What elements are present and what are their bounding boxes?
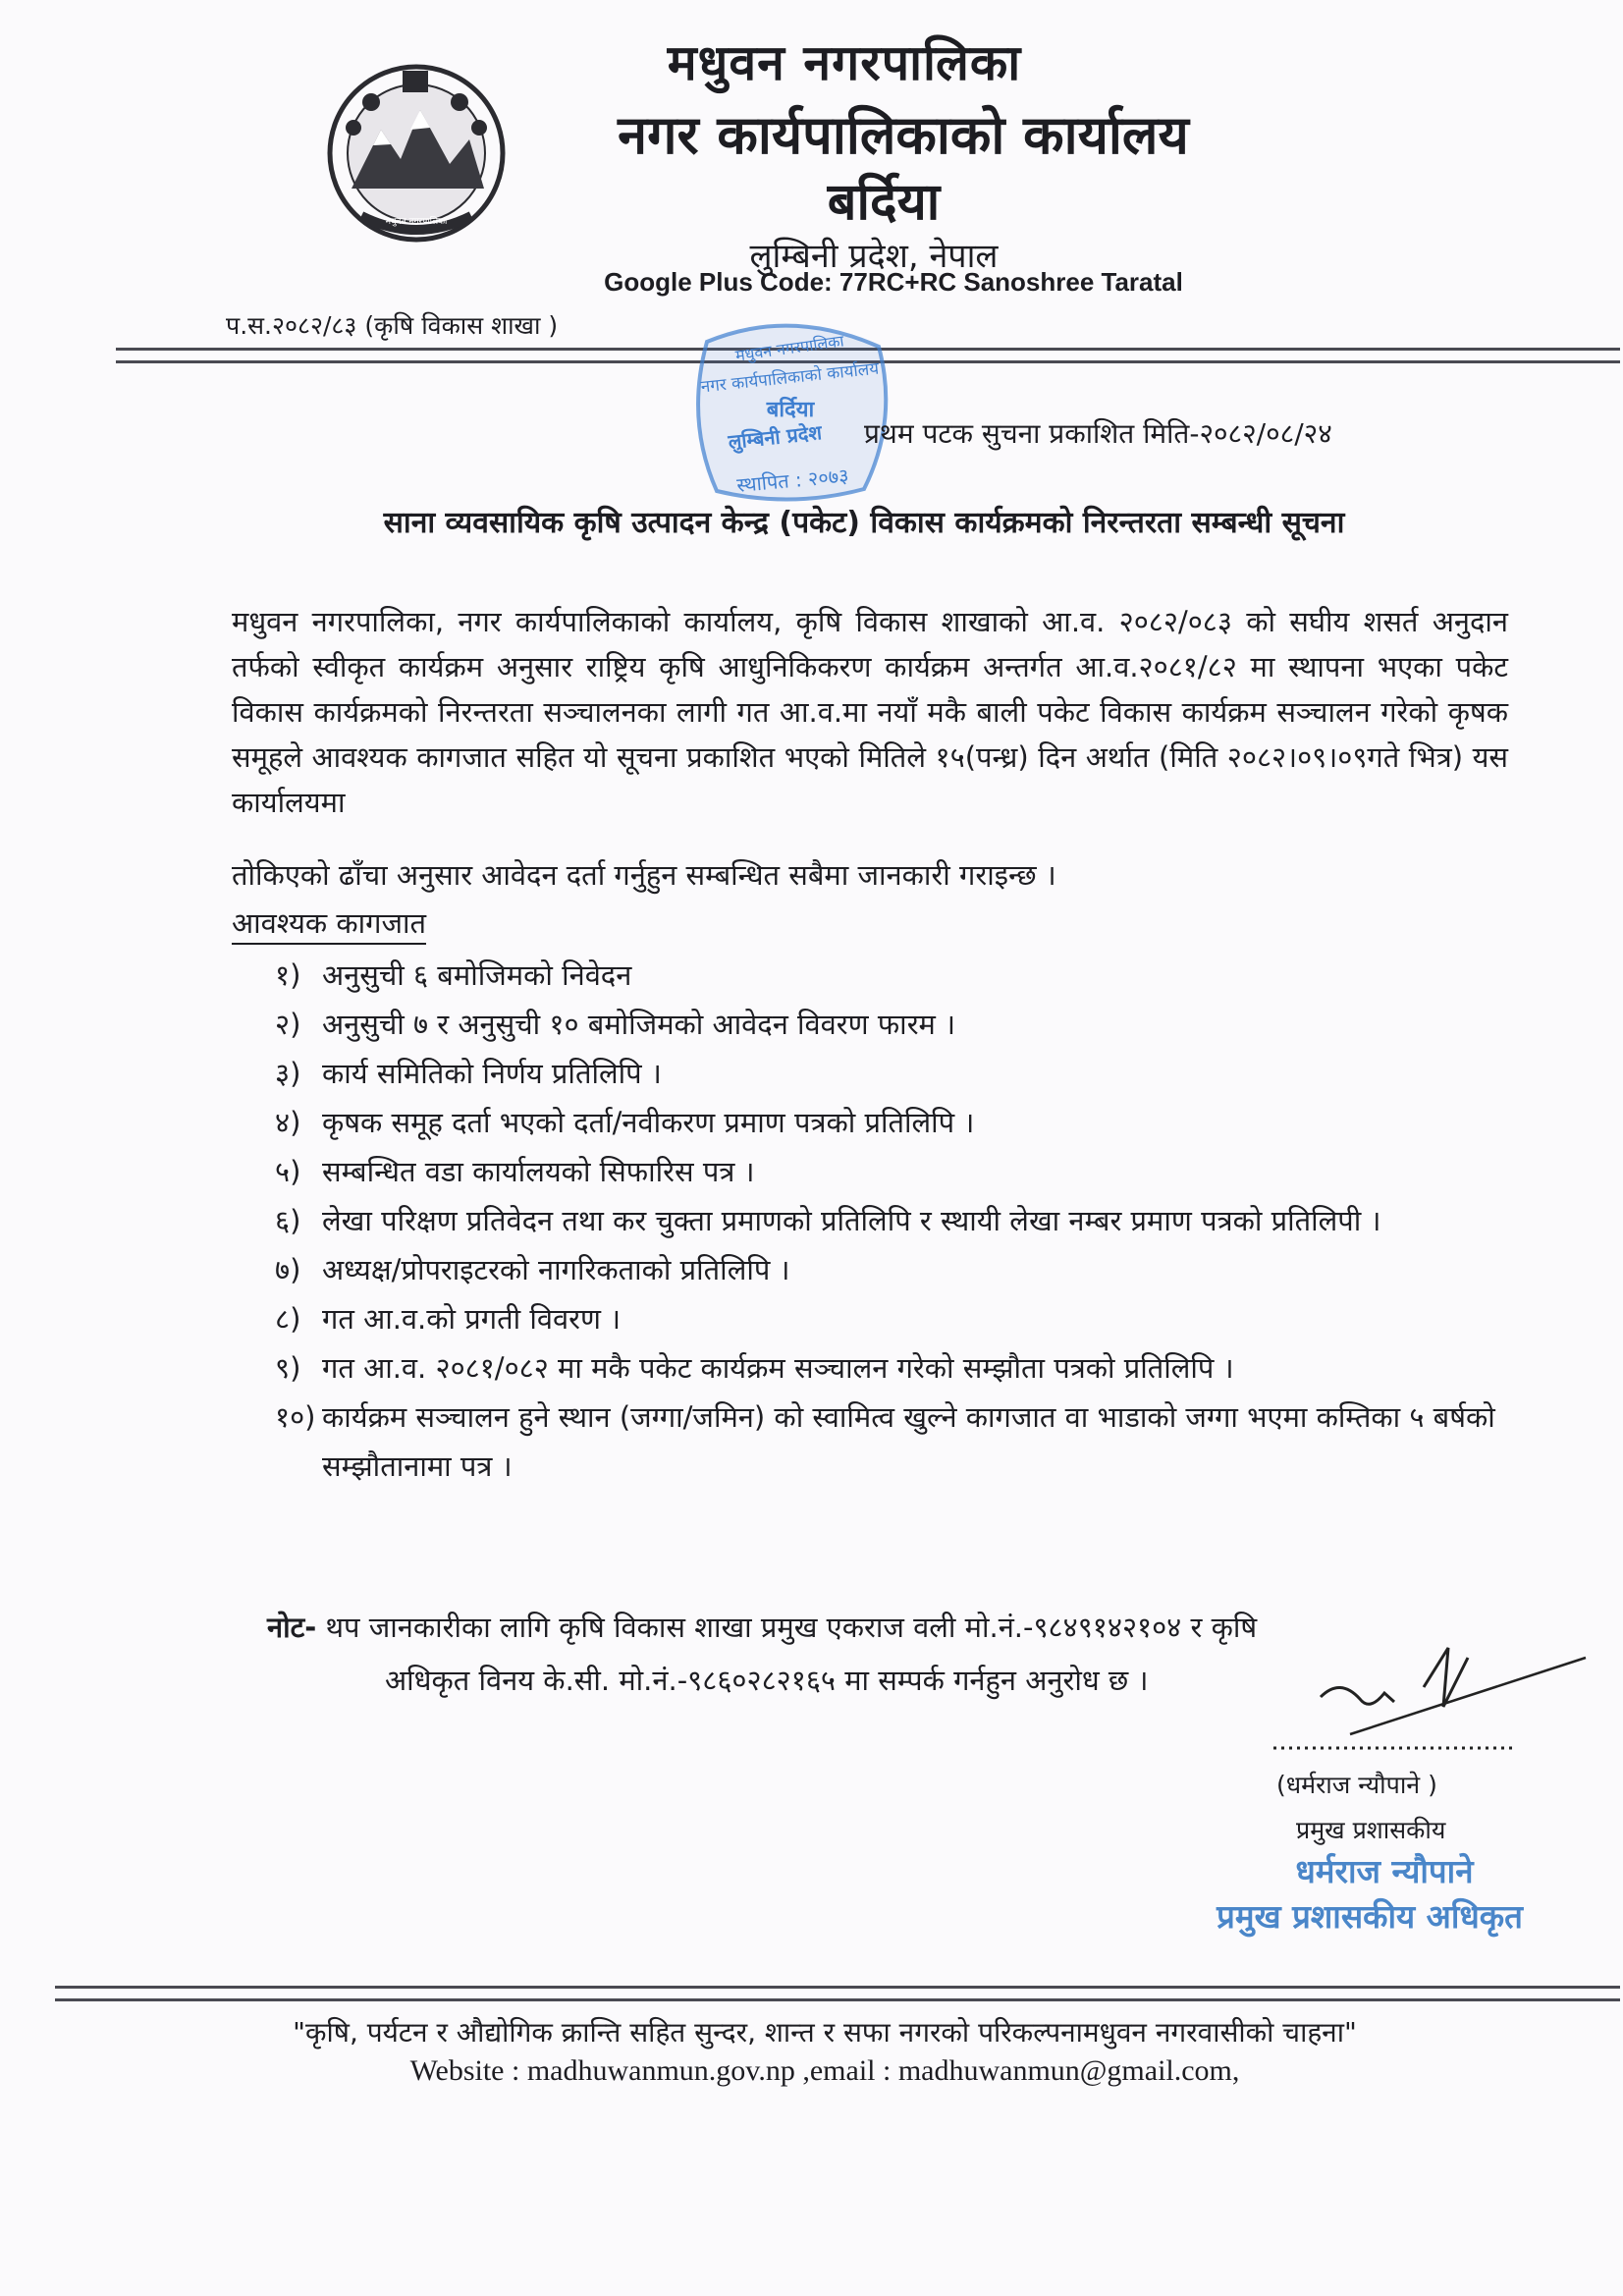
plus-code: Google Plus Code: 77RC+RC Sanoshree Taratal <box>604 267 1183 297</box>
signature <box>1222 1628 1596 1766</box>
stamp-line3: बर्दिया <box>766 398 815 422</box>
stamp-line1: मधुवन नगरपालिका <box>733 331 845 365</box>
list-item: ३) कार्य समितिको निर्णय प्रतिलिपि । <box>275 1057 662 1090</box>
reference-number: प.स.२०८२/८३ (कृषि विकास शाखा ) <box>226 311 559 340</box>
publish-date: प्रथम पटक सुचना प्रकाशित मिति-२०८२/०८/२४ <box>864 417 1332 450</box>
note-line-1: नोट- थप जानकारीका लागि कृषि विकास शाखा प्रमुख एकराज वली मो.नं.-९८४९१४२१०४ र कृषि <box>267 1611 1258 1644</box>
office-name: नगर कार्यपालिकाको कार्यालय <box>618 104 1189 166</box>
list-item: ५) सम्बन्धित वडा कार्यालयको सिफारिस पत्र । <box>275 1155 755 1188</box>
province-name: लुम्बिनी प्रदेश, नेपाल <box>749 237 999 276</box>
requirements-list <box>275 951 1512 1491</box>
signatory-title: प्रमुख प्रशासकीय <box>1296 1816 1446 1844</box>
signatory-name: (धर्मराज न्यौपाने ) <box>1276 1771 1437 1799</box>
list-item: ६) लेखा परिक्षण प्रतिवेदन तथा कर चुक्ता प्रमाणको प्रतिलिपि र स्थायी लेखा नम्बर प्रमाण पत्रको प्रतिलिपी । <box>275 1204 1381 1237</box>
municipality-name: मधुवन नगरपालिका <box>667 34 1022 91</box>
requirements-heading: आवश्यक कागजात <box>232 903 426 945</box>
note-label: नोट- <box>267 1611 317 1644</box>
notice-body-last-line: तोकिएको ढाँचा अनुसार आवेदन दर्ता गर्नुहुन सम्बन्धित सबैमा जानकारी गराइन्छ । <box>232 858 1056 892</box>
office-stamp <box>677 312 903 504</box>
footer-divider <box>55 1986 1620 2001</box>
notice-subject: साना व्यवसायिक कृषि उत्पादन केन्द्र (पकेट) विकास कार्यक्रमको निरन्तरता सम्बन्धी सूचना <box>383 506 1345 540</box>
name-stamp-line1: धर्मराज न्यौपाने <box>1295 1852 1474 1890</box>
notice-body: मधुवन नगरपालिका, नगर कार्यपालिकाको कार्यालय, कृषि विकास शाखाको आ.व. २०८२/०८३ को सघीय शसर्त अनुदान तर्फको स्वीकृत कार्यक्रम अनुसार राष्ट्रिय कृषि आधुनिकिकरण कार्यक्रम अन्तर्गत आ.व.२०८१/८२ मा स्थापना भएका पकेट विकास कार्यक्रमको निरन्तरता सञ्चालनका लागी गत आ.व.मा नयाँ मकै बाली पकेट विकास कार्यक्रम सञ्चालन गरेको कृषक समूहले आवश्यक कागजात सहित यो सूचना प्रकाशित भएको मितिले १५(पन्ध्र) दिन अर्थात (मिति २०८२।०९।०९गते भित्र) यस कार्यालयमा <box>232 605 1508 819</box>
name-stamp <box>1159 1844 1571 1946</box>
emblem-text: मधुवन नगरपालिका <box>385 217 448 227</box>
district-name: बर्दिया <box>827 173 941 232</box>
stamp-line5: स्थापित : २०७३ <box>735 464 850 497</box>
list-item: १०) कार्यक्रम सञ्चालन हुने स्थान (जग्गा/जमिन) को स्वामित्व खुल्ने कागजात वा भाडाको जग्गा भएमा कम्तिका ५ बर्षको सम्झौतानामा पत्र । <box>275 1400 1495 1483</box>
stamp-line4: लुम्बिनी प्रदेश <box>727 420 824 454</box>
footer-slogan: "कृषि, पर्यटन र औद्योगिक क्रान्ति सहित सुन्दर, शान्त र सफा नगरको परिकल्पनामधुवन नगरवासीको चाहना" <box>293 2016 1357 2049</box>
list-item: ७) अध्यक्ष/प्रोपराइटरको नागरिकताको प्रतिलिपि । <box>275 1253 790 1286</box>
list-item: ९) गत आ.व. २०८१/०८२ मा मकै पकेट कार्यक्रम सञ्चालन गरेको सम्झौता पत्रको प्रतिलिपि । <box>275 1351 1234 1385</box>
footer-contact: Website : madhuwanmun.gov.np ,email : madhuwanmun@gmail.com, <box>409 2054 1240 2087</box>
nepal-emblem-logo <box>312 51 520 247</box>
list-item: १) अनुसुची ६ बमोजिमको निवेदन <box>275 958 632 992</box>
list-item: ४) कृषक समूह दर्ता भएको दर्ता/नवीकरण प्रमाण पत्रको प्रतिलिपि । <box>275 1106 975 1139</box>
stamp-line2: नगर कार्यपालिकाको कार्यालय <box>699 358 881 398</box>
note-line-2: अधिकृत विनय के.सी. मो.नं.-९८६०२८२१६५ मा सम्पर्क गर्नहुन अनुरोध छ । <box>385 1664 1149 1697</box>
name-stamp-line2: प्रमुख प्रशासकीय अधिकृत <box>1217 1897 1523 1936</box>
list-item: ८) गत आ.व.को प्रगती विवरण । <box>275 1302 622 1336</box>
list-item: २) अनुसुची ७ र अनुसुची १० बमोजिमको आवेदन विवरण फारम । <box>275 1008 956 1041</box>
